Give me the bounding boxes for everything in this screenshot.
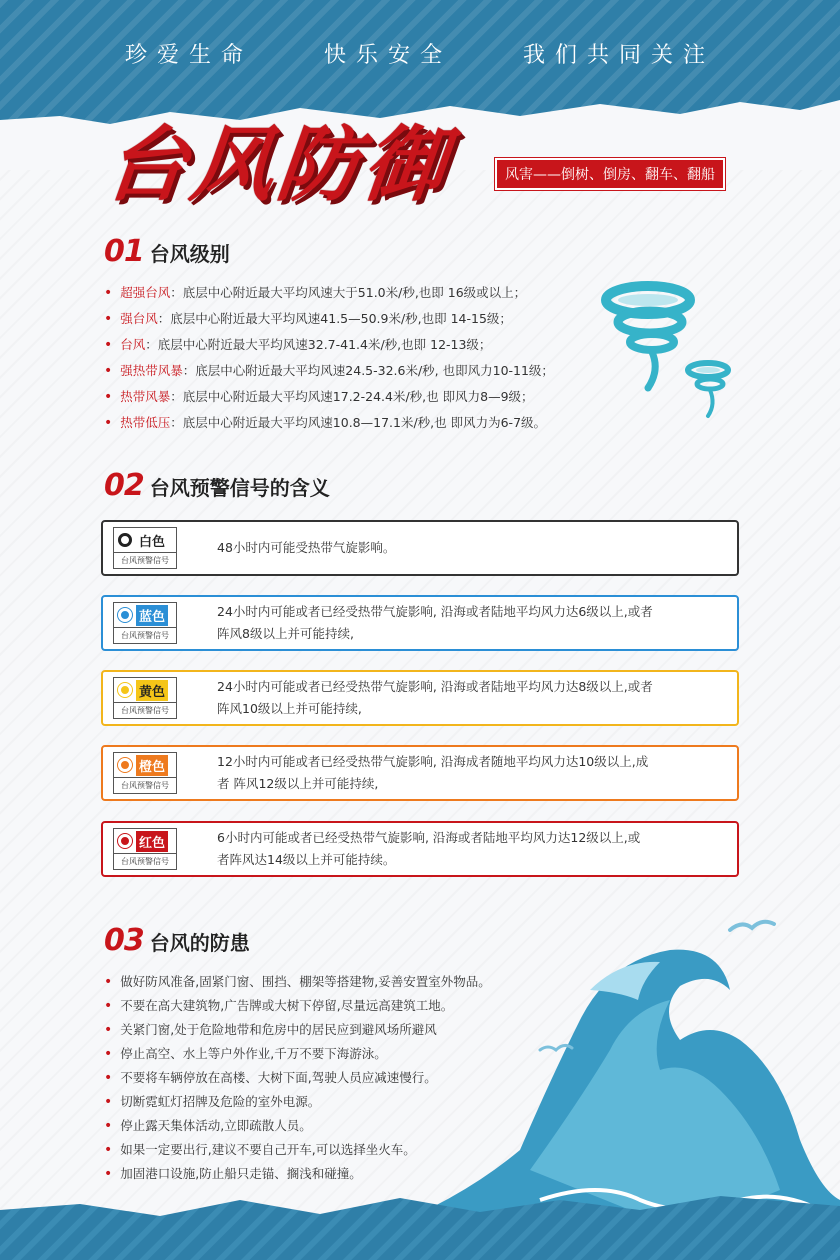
badge-color-label: 白色 <box>139 534 166 550</box>
signal-description <box>217 601 717 645</box>
list-item <box>104 358 624 384</box>
signal-line-1: 24小时内可能或者已经受热带气旋影响, 沿海或者陆地平均风力达6级以上,或者 <box>217 604 653 619</box>
tornado-icon <box>590 270 740 430</box>
signal-line-2: 阵风8级以上并可能持续, <box>217 626 354 641</box>
signal-row-yellow <box>101 670 739 726</box>
list-item: • 切断霓虹灯招牌及危险的室外电源。 <box>104 1090 604 1114</box>
section-1-heading <box>104 234 230 269</box>
level-name: 台风 <box>120 337 146 352</box>
signal-description <box>217 827 717 871</box>
section-3-number: 03 <box>104 923 144 958</box>
signal-description <box>217 537 717 559</box>
level-name: 热带低压 <box>120 415 171 430</box>
slogan-2: 快乐安全 <box>323 43 452 68</box>
signal-row-red <box>101 821 739 877</box>
white-signal-badge <box>113 527 177 569</box>
list-item: • 不要将车辆停放在高楼、大树下面,驾驶人员应减速慢行。 <box>104 1066 604 1090</box>
badge-color-label: 红色 <box>136 831 168 852</box>
signal-dot-icon <box>118 683 132 697</box>
list-item <box>104 384 624 410</box>
signal-row-white <box>101 520 739 576</box>
signal-row-orange <box>101 745 739 801</box>
level-name: 强台风 <box>120 311 158 326</box>
badge-color-label: 蓝色 <box>136 605 168 626</box>
list-item <box>104 280 624 306</box>
list-item <box>104 332 624 358</box>
signal-description <box>217 676 717 720</box>
list-item: • 关紧门窗,处于危险地带和危房中的居民应到避风场所避风 <box>104 1018 604 1042</box>
signal-line-2: 者 阵风12级以上并可能持续, <box>217 776 379 791</box>
level-desc: ：底层中心附近最大平均风速大于51.0米/秒,也即 16级或以上； <box>170 285 527 300</box>
section-1-number: 01 <box>104 234 144 269</box>
signal-line-1: 48小时内可能受热带气旋影响。 <box>217 540 396 555</box>
blue-signal-badge <box>113 602 177 644</box>
list-item <box>104 410 624 436</box>
list-item: • 加固港口设施,防止船只走锚、搁浅和碰撞。 <box>104 1162 604 1186</box>
signal-line-1: 12小时内可能或者已经受热带气旋影响, 沿海成者随地平均风力达10级以上,成 <box>217 754 649 769</box>
section-2-number: 02 <box>104 468 144 503</box>
signal-dot-icon <box>118 608 132 622</box>
signal-line-2: 阵风10级以上并可能持续, <box>217 701 362 716</box>
badge-color-label: 黄色 <box>136 680 168 701</box>
list-item: • 不要在高大建筑物,广告牌或大树下停留,尽量远高建筑工地。 <box>104 994 604 1018</box>
section-3-heading <box>104 923 250 958</box>
signal-dot-icon <box>118 834 132 848</box>
level-desc: ：底层中心附近最大平均风速10.8—17.1米/秒,也 即风力为6-7级。 <box>170 415 547 430</box>
signal-row-blue <box>101 595 739 651</box>
list-item: • 如果一定要出行,建议不要自己开车,可以选择坐火车。 <box>104 1138 604 1162</box>
signal-description <box>217 751 717 795</box>
list-item: • 停止高空、水上等户外作业,千万不要下海游泳。 <box>104 1042 604 1066</box>
level-desc: ：底层中心附近最大平均风速32.7-41.4米/秒,也即 12-13级； <box>145 337 492 352</box>
level-name: 强热带风暴 <box>120 363 183 378</box>
slogan <box>0 38 840 69</box>
list-item: • 做好防风准备,固紧门窗、围挡、棚架等搭建物,妥善安置室外物品。 <box>104 970 604 994</box>
badge-sub-label: 台风预警信号 <box>114 777 176 793</box>
slogan-3: 我们共同关注 <box>523 43 716 68</box>
list-item: • 停止露天集体活动,立即疏散人员。 <box>104 1114 604 1138</box>
badge-sub-label: 台风预警信号 <box>114 853 176 869</box>
level-name: 热带风暴 <box>120 389 171 404</box>
slogan-1: 珍爱生命 <box>124 43 253 68</box>
level-desc: ：底层中心附近最大平均风速17.2-24.4米/秒,也 即风力8—9级； <box>170 389 534 404</box>
badge-sub-label: 台风预警信号 <box>114 552 176 568</box>
signal-line-1: 6小时内可能或者已经受热带气旋影响, 沿海或者陆地平均风力达12级以上,或 <box>217 830 641 845</box>
badge-color-label: 橙色 <box>136 755 168 776</box>
level-desc: ：底层中心附近最大平均风速24.5-32.6米/秒, 也即风力10-11级； <box>182 363 554 378</box>
red-signal-badge <box>113 828 177 870</box>
signal-dot-icon <box>118 758 132 772</box>
yellow-signal-badge <box>113 677 177 719</box>
list-item <box>104 306 624 332</box>
signal-dot-icon <box>118 533 132 547</box>
signal-line-1: 24小时内可能或者已经受热带气旋影响, 沿海或者陆地平均风力达8级以上,或者 <box>217 679 653 694</box>
section-3-title: 台风的防患 <box>149 931 250 955</box>
level-name: 超强台风 <box>120 285 171 300</box>
section-1-title: 台风级别 <box>149 242 230 266</box>
orange-signal-badge <box>113 752 177 794</box>
prevention-list <box>104 970 604 1186</box>
typhoon-level-list <box>104 280 624 436</box>
signal-line-2: 者阵风达14级以上并可能持续。 <box>217 852 396 867</box>
footer-band <box>0 1170 840 1260</box>
badge-sub-label: 台风预警信号 <box>114 627 176 643</box>
badge-sub-label: 台风预警信号 <box>114 702 176 718</box>
section-2-title: 台风预警信号的含义 <box>149 476 330 500</box>
page-title: 台风防御 <box>100 118 455 213</box>
hazard-tag: 风害——倒树、倒房、翻车、翻船 <box>495 158 725 190</box>
level-desc: ：底层中心附近最大平均风速41.5—50.9米/秒,也即 14-15级； <box>157 311 512 326</box>
section-2-heading <box>104 468 330 503</box>
